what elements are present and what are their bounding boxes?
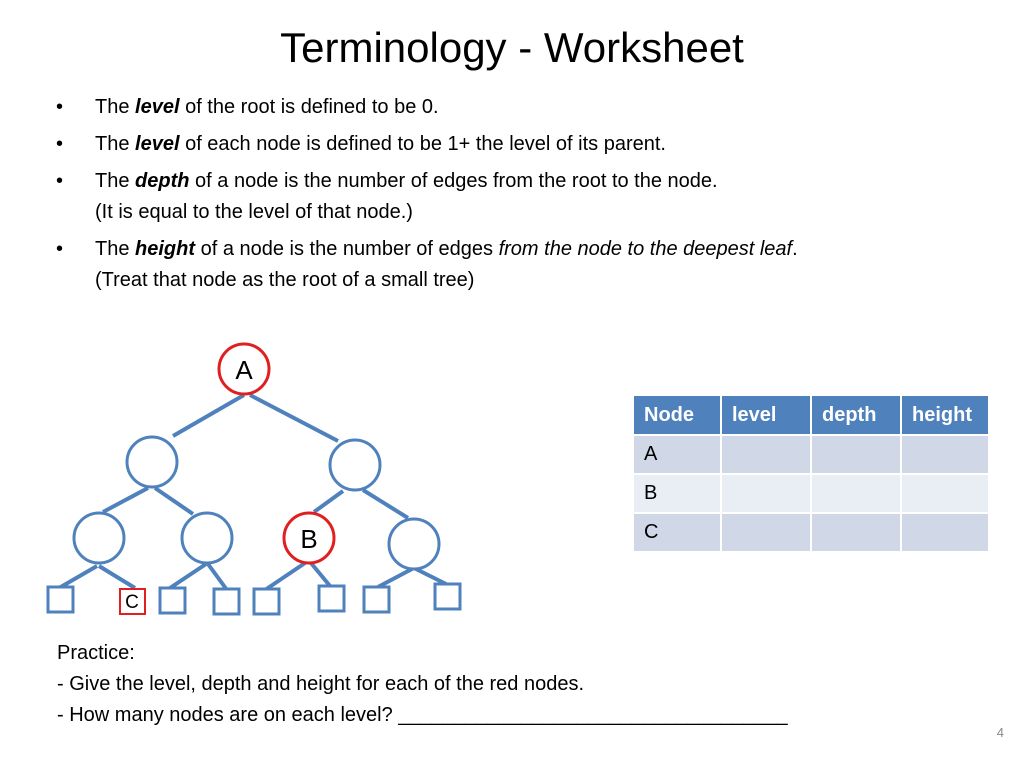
table-cell: [901, 513, 989, 552]
node-a-label: A: [235, 355, 253, 385]
bullet-text: of the root is defined to be 0.: [179, 96, 439, 118]
bullet-text: of a node is the number of edges from the root to the node.: [189, 170, 718, 192]
page-number: 4: [996, 725, 1004, 740]
node-b-label: B: [300, 524, 318, 554]
table-cell: [811, 474, 901, 513]
answer-table: [632, 394, 990, 553]
tree-edge: [363, 490, 408, 518]
bullet-subtext: (Treat that node as the root of a small tree): [95, 269, 475, 291]
bullet-tail: .: [792, 238, 798, 260]
table-row: [633, 435, 989, 474]
bullet-icon: •: [56, 238, 64, 260]
practice-heading: Practice:: [57, 642, 135, 664]
tree-node: [389, 519, 439, 569]
tree-leaf: [254, 589, 279, 614]
table-cell-node: A: [633, 435, 721, 474]
bullet-text: of a node is the number of edges: [195, 238, 499, 260]
table-cell: [901, 435, 989, 474]
table-cell: [721, 435, 811, 474]
tree-leaf: [435, 584, 460, 609]
tree-leaf: [48, 587, 73, 612]
slide-title: Terminology - Worksheet: [280, 24, 744, 71]
bullet-prefix: The: [95, 133, 136, 155]
tree-edge: [416, 569, 446, 584]
tree-leaf: [160, 588, 185, 613]
bullet-icon: •: [56, 133, 64, 155]
tree-node: [74, 513, 124, 563]
bullet-emphasis: from the node to the deepest leaf: [498, 238, 793, 260]
tree-edge: [265, 563, 305, 590]
bullet-icon: •: [56, 170, 64, 192]
leaf-c-label: C: [125, 592, 139, 613]
term-level: level: [135, 96, 180, 118]
table-cell: [901, 474, 989, 513]
tree-edge: [378, 569, 412, 587]
column-header-height: height: [901, 395, 989, 435]
bullet-prefix: The: [95, 238, 136, 260]
table-row: [633, 513, 989, 552]
tree-leaf: [364, 587, 389, 612]
table-cell: [811, 513, 901, 552]
term-level: level: [135, 133, 180, 155]
term-depth: depth: [135, 170, 190, 192]
practice-question-2: - How many nodes are on each level? ___________________________________: [57, 704, 788, 726]
tree-edge: [103, 488, 148, 512]
tree-node: [127, 437, 177, 487]
bullet-text: of each node is defined to be 1+ the level of its parent.: [179, 133, 666, 155]
tree-node: [330, 440, 380, 490]
table-cell: [811, 435, 901, 474]
tree-edges: [59, 395, 446, 590]
tree-node: [182, 513, 232, 563]
table-row: [633, 474, 989, 513]
column-header-level: level: [721, 395, 811, 435]
column-header-depth: depth: [811, 395, 901, 435]
table-cell: [721, 474, 811, 513]
table-cell-node: B: [633, 474, 721, 513]
table-cell-node: C: [633, 513, 721, 552]
tree-leaf: [319, 586, 344, 611]
table-header-row: [633, 395, 989, 435]
tree-edge: [208, 564, 227, 590]
table-cell: [721, 513, 811, 552]
tree-edge: [170, 564, 206, 588]
practice-section: [57, 638, 788, 731]
tree-edge: [314, 491, 343, 512]
tree-edge: [311, 563, 330, 586]
bullet-icon: •: [56, 96, 64, 118]
tree-edge: [250, 395, 338, 441]
bullet-prefix: The: [95, 96, 136, 118]
tree-leaf: [214, 589, 239, 614]
bullet-prefix: The: [95, 170, 136, 192]
term-height: height: [135, 238, 196, 260]
tree-edge: [99, 566, 135, 588]
tree-edge: [155, 488, 193, 514]
practice-question-1: - Give the level, depth and height for each of the red nodes.: [57, 673, 585, 695]
bullet-subtext: (It is equal to the level of that node.): [95, 201, 413, 223]
column-header-node: Node: [633, 395, 721, 435]
tree-edge: [59, 566, 97, 588]
tree-edge: [173, 395, 244, 436]
